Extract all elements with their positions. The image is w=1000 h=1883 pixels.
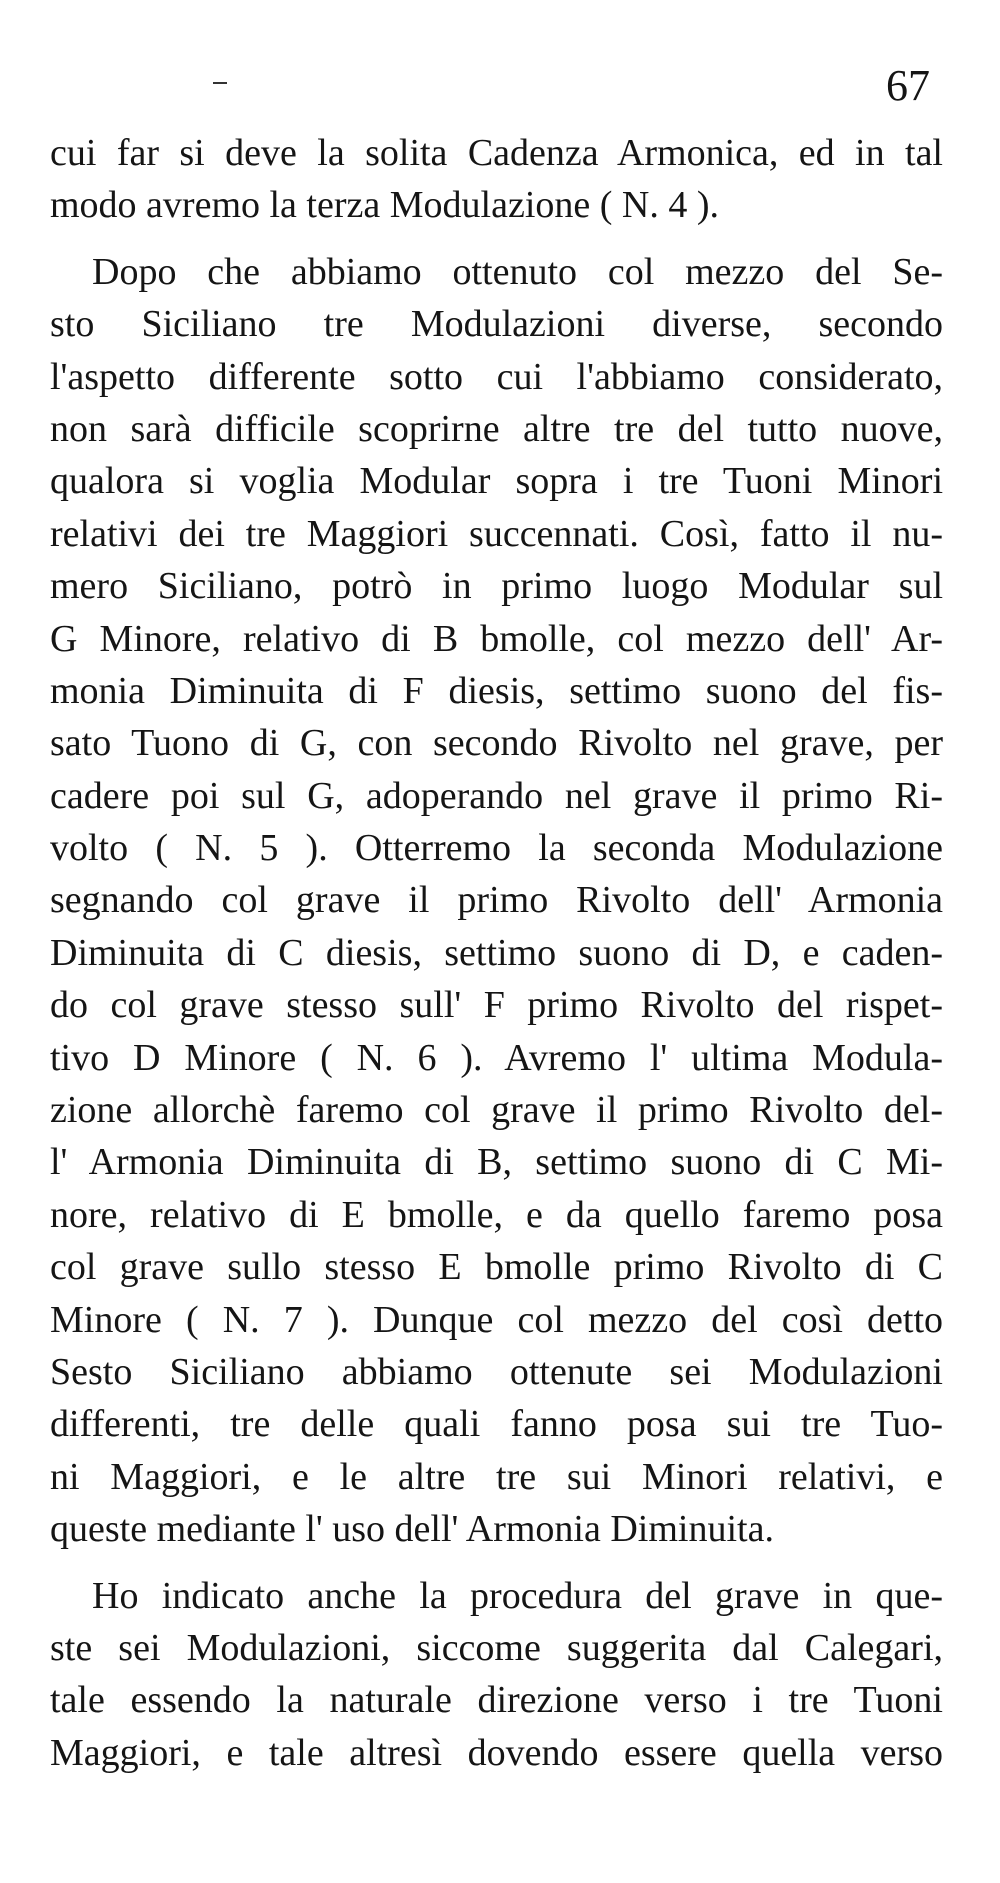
text-line: Minore ( N. 7 ). Dunque col mezzo del così detto bbox=[50, 1298, 943, 1341]
text-line: monia Diminuita di F diesis, settimo suono del fis- bbox=[50, 669, 943, 712]
text-line: volto ( N. 5 ). Otterremo la seconda Modulazione bbox=[50, 827, 943, 870]
paragraph-2 bbox=[50, 246, 943, 1556]
text-line: do col grave stesso sull' F primo Rivolto del rispet- bbox=[50, 984, 943, 1027]
text-line: nore, relativo di E bmolle, e da quello faremo posa bbox=[50, 1193, 943, 1236]
paragraph-3 bbox=[50, 1570, 943, 1780]
text-line: Maggiori, e tale altresì dovendo essere quella verso bbox=[50, 1731, 943, 1774]
text-line: cadere poi sul G, adoperando nel grave il primo Ri- bbox=[50, 774, 943, 817]
text-line: modo avremo la terza Modulazione ( N. 4 ). bbox=[50, 184, 719, 227]
text-line: zione allorchè faremo col grave il primo Rivolto del- bbox=[50, 1089, 943, 1132]
text-line: G Minore, relativo di B bmolle, col mezzo dell' Ar- bbox=[50, 617, 943, 660]
text-line: ni Maggiori, e le altre tre sui Minori relativi, e bbox=[50, 1455, 943, 1498]
paragraph-1 bbox=[50, 127, 943, 232]
text-line: col grave sullo stesso E bmolle primo Rivolto di C bbox=[50, 1246, 943, 1289]
body-text bbox=[50, 127, 943, 1779]
text-line: non sarà difficile scoprirne altre tre del tutto nuove, bbox=[50, 407, 943, 450]
page-number: 67 bbox=[886, 61, 930, 110]
text-line: sto Siciliano tre Modulazioni diverse, secondo bbox=[50, 303, 943, 346]
text-line: Diminuita di C diesis, settimo suono di D, e caden- bbox=[50, 931, 943, 974]
text-line: tivo D Minore ( N. 6 ). Avremo l' ultima Modula- bbox=[50, 1036, 943, 1079]
text-line: qualora si voglia Modular sopra i tre Tuoni Minori bbox=[50, 460, 943, 503]
text-line: cui far si deve la solita Cadenza Armonica, ed in tal bbox=[50, 132, 943, 174]
text-line: ste sei Modulazioni, siccome suggerita dal Calegari, bbox=[50, 1626, 943, 1669]
text-line: relativi dei tre Maggiori succennati. Così, fatto il nu- bbox=[50, 512, 943, 555]
text-line: Sesto Siciliano abbiamo ottenute sei Modulazioni bbox=[50, 1350, 943, 1393]
text-line: segnando col grave il primo Rivolto dell' Armonia bbox=[50, 879, 943, 922]
text-line: l' Armonia Diminuita di B, settimo suono di C Mi- bbox=[50, 1141, 943, 1184]
text-line: Dopo che abbiamo ottenuto col mezzo del Se- bbox=[92, 250, 943, 293]
text-line: mero Siciliano, potrò in primo luogo Modular sul bbox=[50, 565, 943, 608]
text-line: tale essendo la naturale direzione verso i tre Tuoni bbox=[50, 1679, 943, 1722]
text-line: queste mediante l' uso dell' Armonia Diminuita. bbox=[50, 1508, 774, 1551]
text-line: sato Tuono di G, con secondo Rivolto nel grave, per bbox=[50, 722, 943, 765]
text-line: Ho indicato anche la procedura del grave in que- bbox=[92, 1574, 943, 1617]
text-line: l'aspetto differente sotto cui l'abbiamo considerato, bbox=[50, 355, 943, 398]
text-line: differenti, tre delle quali fanno posa sui tre Tuo- bbox=[50, 1403, 943, 1446]
page-mark bbox=[213, 82, 227, 84]
